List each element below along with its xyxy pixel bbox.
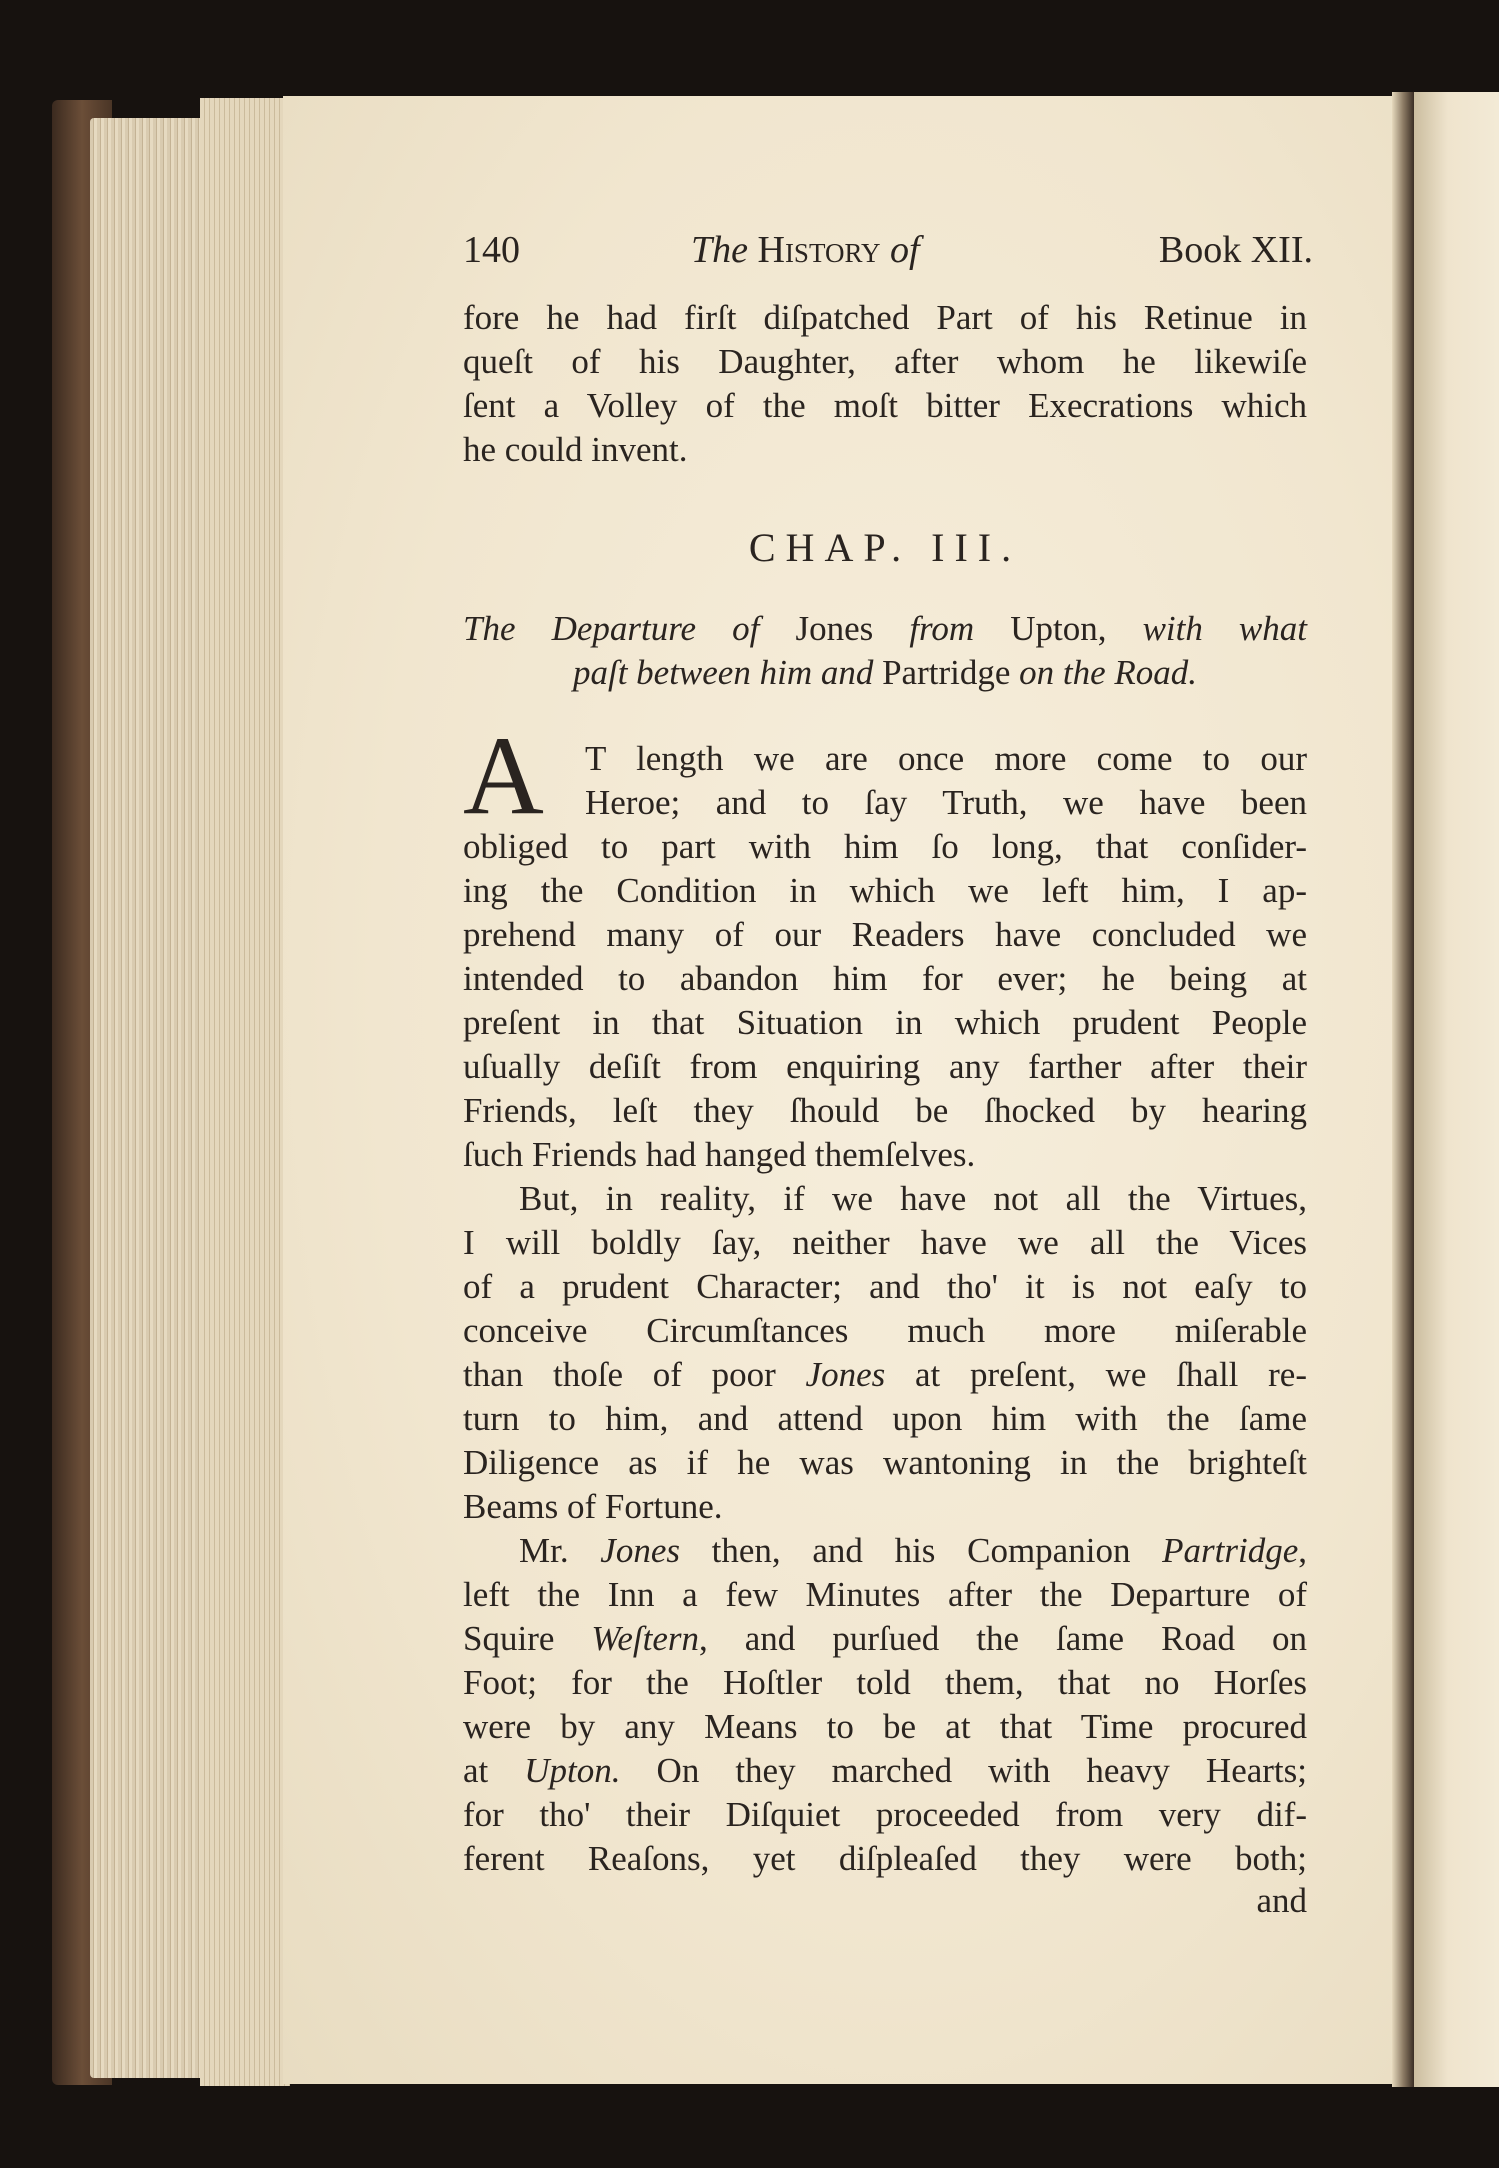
text-span: were by any Means to be at that Time procured	[463, 1707, 1307, 1746]
italic-text: on the Road.	[1019, 653, 1198, 692]
text-span: ferent Reaſons, yet diſpleaſed they were both;	[463, 1839, 1307, 1878]
text-span: Squire	[463, 1619, 592, 1658]
text-span: On they marched with heavy Hearts;	[620, 1751, 1307, 1790]
text-span: than thoſe of poor	[463, 1355, 806, 1394]
book-number: Book XII.	[1158, 229, 1313, 271]
text-span: But, in reality, if we have not all the Virtues,	[519, 1179, 1307, 1218]
text-line	[463, 384, 1307, 428]
text-line	[463, 1485, 1307, 1529]
text-line	[463, 1441, 1307, 1485]
text-span: Friends, leſt they ſhould be ſhocked by hearing	[463, 1091, 1307, 1130]
text-span: ,	[1298, 1531, 1307, 1570]
opening-paragraph	[463, 296, 1307, 472]
drop-cap: A	[463, 714, 544, 838]
text-span: conceive Circumſtances much more miſerable	[463, 1311, 1307, 1350]
text-line	[463, 1837, 1307, 1881]
text-span: at	[463, 1751, 525, 1790]
italic-text: Partridge	[1162, 1531, 1299, 1570]
text-span: T length we are once more come to our	[585, 739, 1307, 778]
catchword: and	[1256, 1881, 1307, 1920]
text-span: intended to abandon him for ever; he being at	[463, 959, 1307, 998]
text-line	[463, 1265, 1307, 1309]
text-span: at preſent, we ſhall re-	[885, 1355, 1307, 1394]
text-span: , and purſued the ſame Road on	[699, 1619, 1307, 1658]
text-span: ing the Condition in which we left him, I ap-	[463, 871, 1307, 910]
text-line	[463, 1793, 1307, 1837]
italic-text: The Departure of	[463, 609, 796, 648]
page-edges-inner	[200, 98, 290, 2086]
text-line	[463, 607, 1307, 651]
italic-text: Weſtern	[591, 1619, 699, 1658]
text-span: then, and his Companion	[679, 1531, 1163, 1570]
italic-text: from	[909, 609, 1011, 648]
text-line	[463, 913, 1307, 957]
italic-text: with what	[1142, 609, 1307, 648]
text-span: he could invent.	[463, 430, 688, 469]
book-gutter	[1392, 92, 1414, 2087]
text-line	[463, 1617, 1307, 1661]
text-span: obliged to part with him ſo long, that conſider-	[463, 827, 1307, 866]
italic-text: Upton.	[524, 1751, 621, 1790]
running-header	[463, 228, 1313, 278]
text-line	[463, 1661, 1307, 1705]
text-span: ſent a Volley of the moſt bitter Execrations which	[463, 386, 1307, 425]
text-span: for tho' their Diſquiet proceeded from very dif-	[463, 1795, 1307, 1834]
text-span: I will boldly ſay, neither have we all the Vices	[463, 1223, 1307, 1262]
text-span: Upton,	[1010, 609, 1143, 648]
text-line	[463, 781, 1307, 825]
text-span: Beams of Fortune.	[463, 1487, 723, 1526]
page-number: 140	[463, 229, 520, 271]
text-line	[463, 651, 1307, 695]
text-line	[463, 1397, 1307, 1441]
text-line	[463, 1573, 1307, 1617]
text-span: Mr.	[519, 1531, 601, 1570]
text-span: Foot; for the Hoſtler told them, that no Horſes	[463, 1663, 1307, 1702]
text-line	[463, 1749, 1307, 1793]
text-span: left the Inn a few Minutes after the Departure of	[463, 1575, 1307, 1614]
chapter-subtitle	[463, 607, 1307, 695]
text-span: queſt of his Daughter, after whom he likewiſe	[463, 342, 1307, 381]
italic-text: Jones	[600, 1531, 680, 1570]
text-span: Jones	[795, 609, 910, 648]
text-line	[463, 1001, 1307, 1045]
text-line	[463, 1177, 1307, 1221]
italic-text: paſt between him and	[572, 653, 883, 692]
text-line	[463, 957, 1307, 1001]
text-line	[463, 1353, 1307, 1397]
text-span: Diligence as if he was wantoning in the brighteſt	[463, 1443, 1307, 1482]
text-span: preſent in that Situation in which prudent People	[463, 1003, 1307, 1042]
text-line	[463, 1221, 1307, 1265]
italic-text: Jones	[805, 1355, 886, 1394]
text-line	[463, 340, 1307, 384]
text-line	[463, 296, 1307, 340]
text-span: Partridge	[882, 653, 1020, 692]
text-line	[463, 1133, 1307, 1177]
text-line	[463, 428, 1307, 472]
paragraph-3	[463, 1529, 1307, 1881]
text-span: ſuch Friends had hanged themſelves.	[463, 1135, 976, 1174]
text-line	[463, 825, 1307, 869]
text-line	[463, 737, 1307, 781]
text-line	[463, 1309, 1307, 1353]
running-title-pre: The	[691, 229, 748, 271]
paragraph-2	[463, 1177, 1307, 1529]
text-line	[463, 1705, 1307, 1749]
chapter-heading: CHAP. III.	[748, 525, 1022, 570]
text-span: turn to him, and attend upon him with the ſame	[463, 1399, 1307, 1438]
text-line	[463, 1529, 1307, 1573]
text-line	[463, 869, 1307, 913]
paragraph-1	[463, 737, 1307, 1177]
text-span: prehend many of our Readers have concluded we	[463, 915, 1307, 954]
running-title-post: of	[889, 229, 920, 271]
text-span: Heroe; and to ſay Truth, we have been	[585, 783, 1307, 822]
text-span: of a prudent Character; and tho' it is not eaſy to	[463, 1267, 1307, 1306]
running-title-main: History	[757, 229, 881, 271]
text-span: fore he had firſt diſpatched Part of his Retinue in	[463, 298, 1307, 337]
text-line	[463, 1045, 1307, 1089]
facing-page	[1414, 92, 1499, 2087]
running-title	[691, 228, 920, 272]
text-line	[463, 1089, 1307, 1133]
text-span: uſually deſiſt from enquiring any farther after their	[463, 1047, 1307, 1086]
